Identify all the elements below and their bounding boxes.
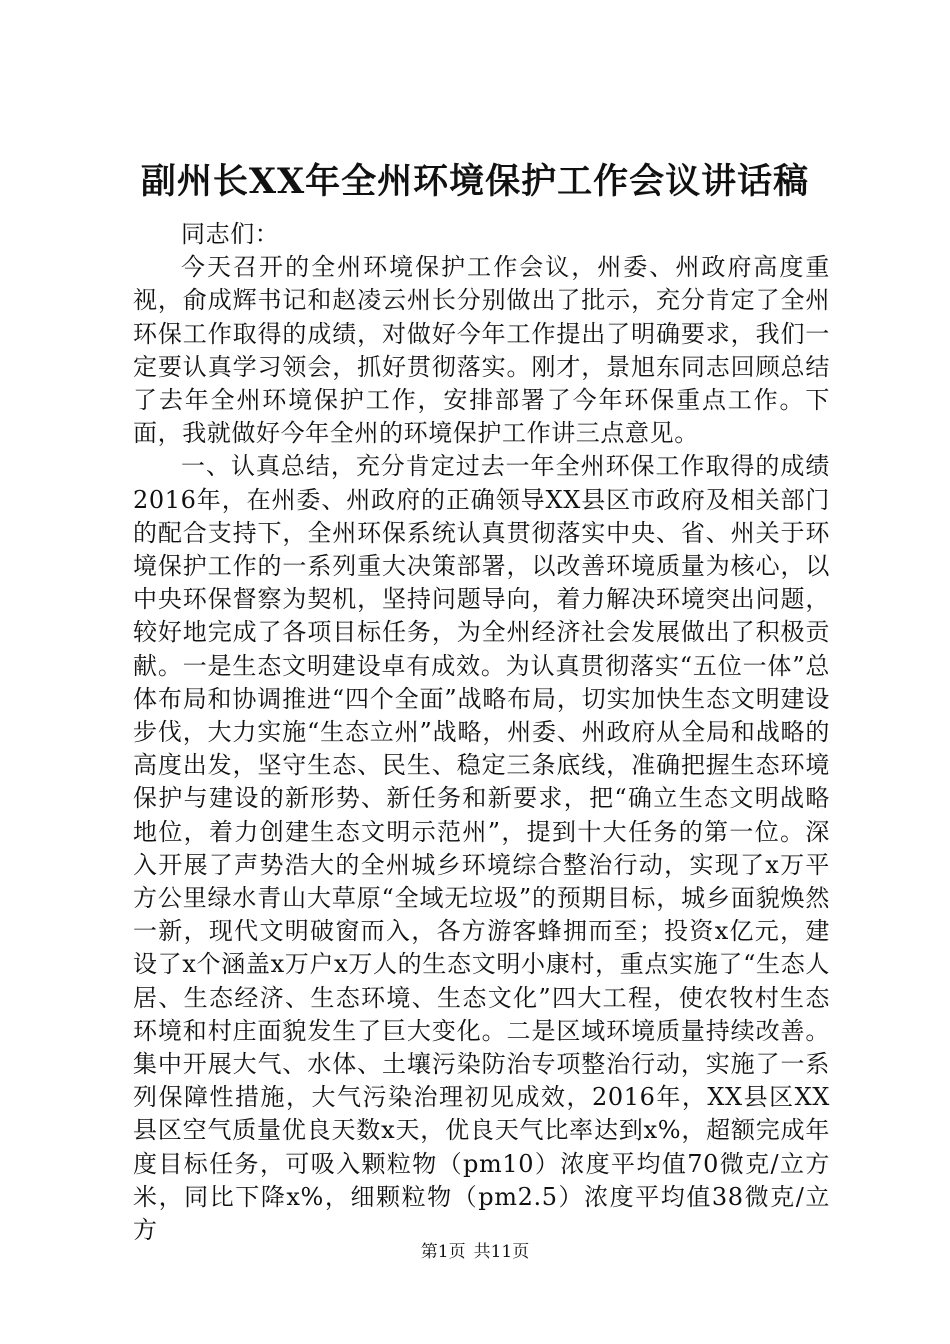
- paragraph-section-one: 一、认真总结，充分肯定过去一年全州环保工作取得的成绩2016年，在州委、州政府的正确领导XX县区市政府及相关部门的配合支持下，全州环保系统认真贯彻落实中央、省、州关于环境保护工作的一系列重大决策部署，以改善环境质量为核心，以中央环保督察为契机，坚持问题导向，着力解决环境突出问题，较好地完成了各项目标任务，为全州经济社会发展做出了积极贡献。一是生态文明建设卓有成效。为认真贯彻落实“五位一体”总体布局和协调推进“四个全面”战略布局，切实加快生态文明建设步伐，大力实施“生态立州”战略，州委、州政府从全局和战略的高度出发，坚守生态、民生、稳定三条底线，准确把握生态环境保护与建设的新形势、新任务和新要求，把“确立生态文明战略地位，着力创建生态文明示范州”，提到十大任务的第一位。深入开展了声势浩大的全州城乡环境综合整治行动，实现了x万平方公里绿水青山大草原“全域无垃圾”的预期目标，城乡面貌焕然一新，现代文明破窗而入，各方游客蜂拥而至；投资x亿元，建设了x个涵盖x万户x万人的生态文明小康村，重点实施了“生态人居、生态经济、生态环境、生态文化”四大工程，使农牧村生态环境和村庄面貌发生了巨大变化。二是区域环境质量持续改善。集中开展大气、水体、土壤污染防治专项整治行动，实施了一系列保障性措施，大气污染治理初见成效，2016年，XX县区XX县区空气质量优良天数x天，优良天气比率达到x%，超额完成年度目标任务，可吸入颗粒物（pm10）浓度平均值70微克/立方米，同比下降x%，细颗粒物（pm2.5）浓度平均值38微克/立方: [133, 452, 830, 1245]
- page-number: 第1页: [420, 1242, 466, 1262]
- document-body: [133, 218, 830, 1247]
- page-footer: [0, 1240, 950, 1264]
- page-total: 共11页: [473, 1242, 530, 1262]
- document-title: 副州长XX年全州环境保护工作会议讲话稿: [140, 161, 810, 202]
- salutation: 同志们：: [181, 220, 280, 248]
- paragraph-intro: 今天召开的全州环境保护工作会议，州委、州政府高度重视，俞成辉书记和赵凌云州长分别做出了批示，充分肯定了全州环保工作取得的成绩，对做好今年工作提出了明确要求，我们一定要认真学习领会，抓好贯彻落实。刚才，景旭东同志回顾总结了去年全州环境保护工作，安排部署了今年环保重点工作。下面，我就做好今年全州的环境保护工作讲三点意见。: [133, 253, 830, 448]
